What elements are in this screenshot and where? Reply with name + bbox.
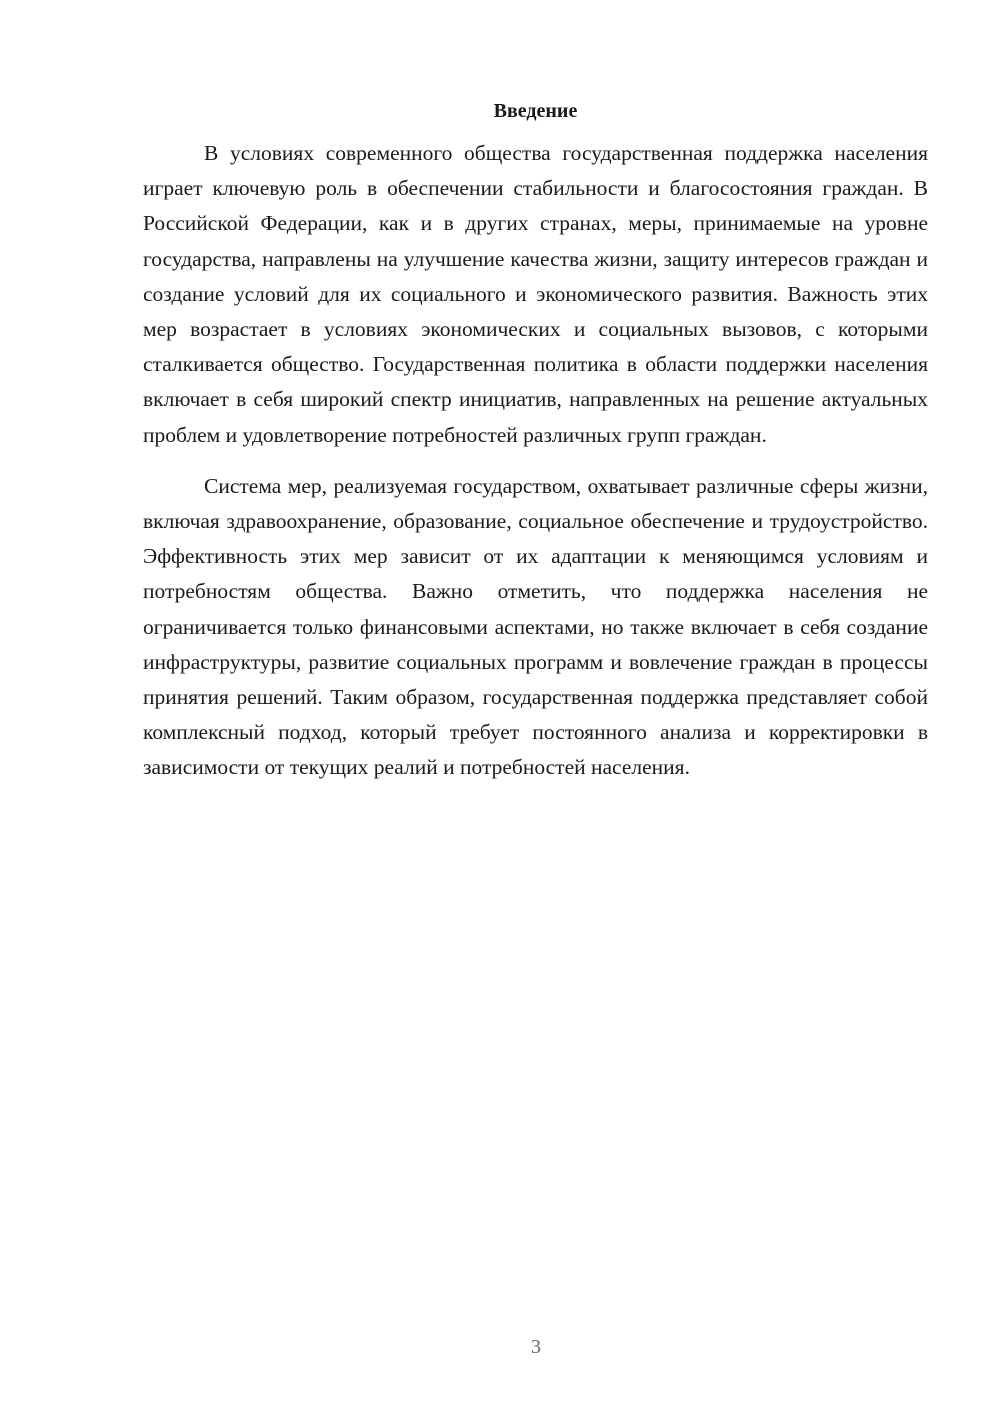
section-heading: Введение — [493, 100, 578, 122]
page-content — [143, 96, 928, 786]
paragraph-2: Система мер, реализуемая государством, охватывает различные сферы жизни, включая здравоохранение, образование, социальное обеспечение и трудоустройство. Эффективность этих мер зависит от их адаптации к меняющимся условиям и потребностям общества. Важно отметить, что поддержка населения не ограничивается только финансовыми аспектами, но также включает в себя создание инфраструктуры, развитие социальных программ и вовлечение граждан в процессы принятия решений. Таким образом, государственная поддержка представляет собой комплексный подход, который требует постоянного анализа и корректировки в зависимости от текущих реалий и потребностей населения. — [143, 473, 928, 780]
paragraph-1: В условиях современного общества государственная поддержка населения играет ключевую роль в обеспечении стабильности и благосостояния граждан. В Российской Федерации, как и в других странах, меры, принимаемые на уровне государства, направлены на улучшение качества жизни, защиту интересов граждан и создание условий для их социального и экономического развития. Важность этих мер возрастает в условиях экономических и социальных вызовов, с которыми сталкивается общество. Государственная политика в области поддержки населения включает в себя широкий спектр инициатив, направленных на решение актуальных проблем и удовлетворение потребностей различных групп граждан. — [143, 141, 928, 447]
page-number: 3 — [531, 1336, 541, 1358]
